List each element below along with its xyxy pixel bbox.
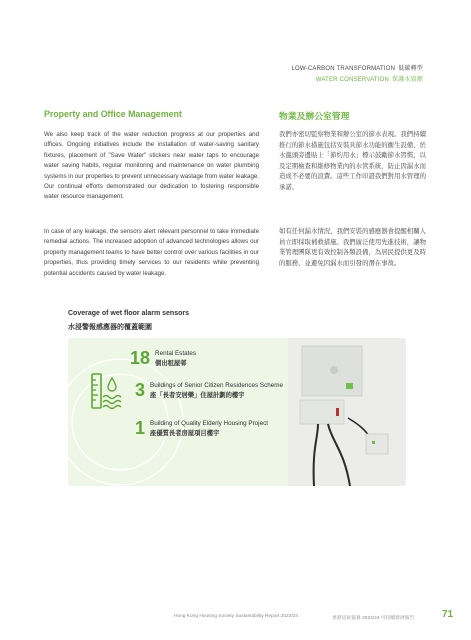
sensor-photo <box>288 338 406 486</box>
coverage-stat <box>130 349 196 369</box>
stat-label-en: Rental Estates <box>155 350 196 357</box>
stat-label-en: Buildings of Senior Citizen Residences Scheme <box>150 382 284 389</box>
paragraph-zh-2: 如有任何漏水情況，我們安裝的感應器會提醒相關人員立即採取補救措施。我們廣泛使用先進技術，讓物業管理團隊更有效控制各類設備，為居民提供更及時的服務，並避免因漏水而引發的潛在事故。 <box>279 228 426 267</box>
section-title-en: Property and Office Management <box>44 109 182 119</box>
page-number: 71 <box>442 609 454 620</box>
stat-label-en: Building of Quality Elderly Housing Project <box>150 420 268 427</box>
water-level-ruler-icon <box>90 372 124 412</box>
stat-value: 3 <box>135 380 146 400</box>
stat-label <box>150 419 268 439</box>
paragraph-zh-1: 我們亦密切監察物業和辦公室的節水表現。我們持續推行的節水措施包括安裝具節水功能的衞生設備、於水龍頭旁邊貼上「節約用水」標示鼓勵節水習慣，以及定期檢查和維修物業內的水管系統，防止因漏水而造成不必要的浪費。這些工作印證我們對用水管理的承諾。 <box>279 131 426 191</box>
breadcrumb-zh: 低碳轉型 <box>398 66 423 72</box>
section-breadcrumb-primary <box>292 63 423 72</box>
breadcrumb-en: LOW-CARBON TRANSFORMATION <box>291 66 396 72</box>
stat-label-zh: 座優質長者房屋項目樓宇 <box>150 430 220 437</box>
stat-label <box>155 349 196 369</box>
section-breadcrumb-secondary <box>316 74 423 83</box>
section-title-zh: 物業及辦公室管理 <box>279 111 350 121</box>
stat-label-zh: 座「長者安居樂」住屋計劃的樓宇 <box>150 392 245 399</box>
coverage-title-zh: 水浸警報感應器的覆蓋範圍 <box>68 324 152 331</box>
stat-label-zh: 個出租屋邨 <box>155 360 187 367</box>
stat-value: 1 <box>135 418 146 438</box>
coverage-title-en: Coverage of wet floor alarm sensors <box>68 310 189 317</box>
breadcrumb-zh: 保護水資源 <box>391 77 423 83</box>
stat-label <box>150 381 283 401</box>
coverage-stat <box>135 381 283 401</box>
breadcrumb-en: WATER CONSERVATION <box>315 77 389 83</box>
footer-report-en: Hong Kong Housing Society Sustainability Report 2023/24 <box>174 614 298 619</box>
footer-report-zh: 香港房屋協會 2023/24 可持續發展報告 <box>332 616 415 621</box>
coverage-stat <box>135 419 268 439</box>
stat-value: 18 <box>130 348 151 368</box>
paragraph-en-1: We also keep track of the water reduction progress at our properties and offices. Ongoing initiatives include the installation of water-saving sanitary fixtures, placement of "Save Water" stickers near water taps to encourage water saving habits, regular monitoring and maintenance on water plumbing systems in our properties to prevent unnecessary wastage from water leakage. Our continual efforts demonstrated our dedication to fostering responsible water resource management. <box>44 131 259 201</box>
paragraph-en-2: In case of any leakage, the sensors alert relevant personnel to take immediate remedial actions. The increased adoption of advanced technologies allows our property management teams to have better control over various facilities in our properties, thus providing timely services to our residents while preventing potential accidents caused by water leakage. <box>44 228 259 277</box>
